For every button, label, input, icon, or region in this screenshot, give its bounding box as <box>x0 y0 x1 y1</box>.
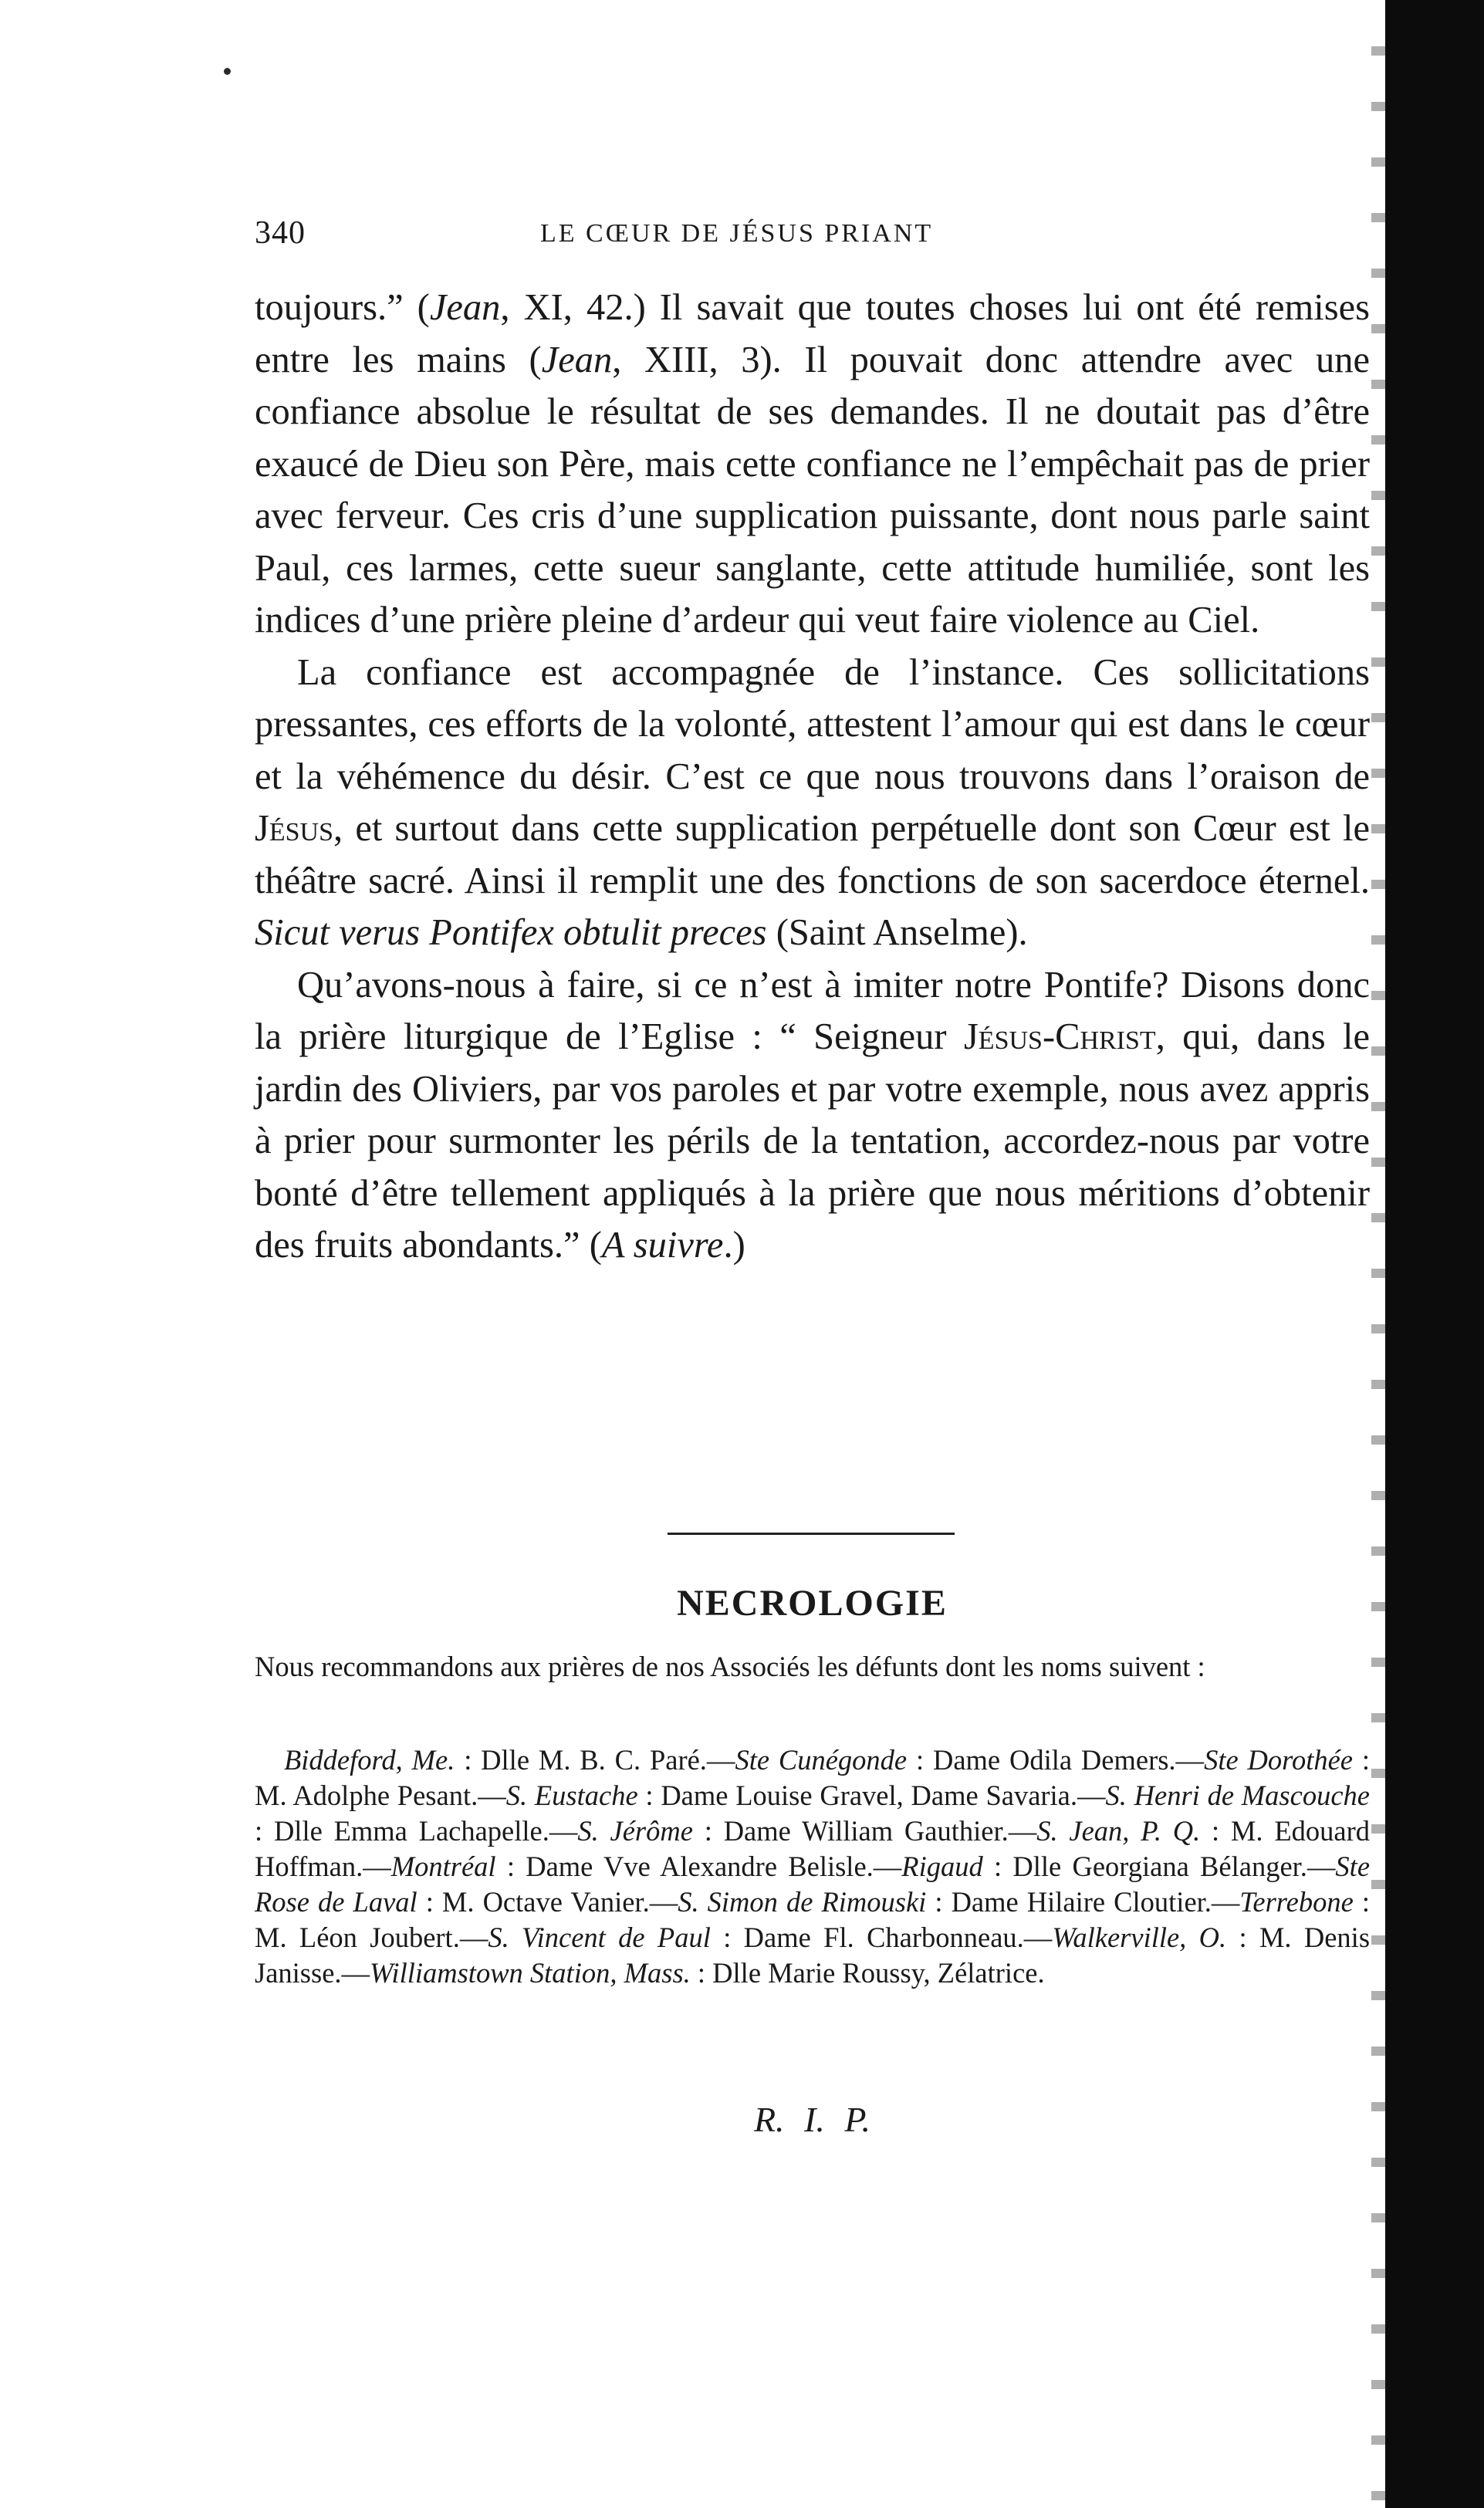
rip-closing: R. I. P. <box>753 2100 871 2139</box>
text-run: La confiance est accompagnée de l’instance. Ces sollicitations pressantes, ces efforts de la volonté, attestent l’amour qui est dans le cœur et la véhémence du désir. C’est ce que nous trouvons dans l’oraison de <box>255 651 1370 797</box>
text-run: : Dame Odila Demers.— <box>907 1744 1205 1776</box>
text-run: : Dlle Emma Lachapelle.— <box>255 1815 578 1847</box>
italic-run: Rigaud <box>901 1851 983 1882</box>
text-run: , qui, dans le jardin des Oliviers, par vos paroles et par votre exemple, nous avez appris à prier pour surmonter les périls de la tentation, accordez-nous par votre bonté d’être tellement appliqués à la prière que nous méritions d’obtenir des fruits abondants.” ( <box>255 1016 1370 1266</box>
text-run: , XI, 42.) Il savait que toutes choses lui ont été remises entre les mains ( <box>255 287 1370 380</box>
text-run: : M. Denis Janisse.— <box>255 1922 1371 1989</box>
italic-run: Ste Cunégonde <box>735 1744 908 1776</box>
italic-run: Sicut verus Pontifex obtulit preces <box>255 912 767 953</box>
paragraph <box>255 959 1370 1272</box>
text-run: .) <box>723 1225 745 1266</box>
italic-run: A suivre <box>601 1225 724 1266</box>
italic-run: Montréal <box>390 1851 496 1882</box>
italic-run: Biddeford, Me. <box>284 1744 455 1776</box>
necrologie-title: NECROLOGIE <box>677 1583 948 1624</box>
page-number: 340 <box>255 215 306 251</box>
running-header <box>255 215 1096 253</box>
italic-run: Walkerville, O. <box>1052 1922 1227 1953</box>
small-caps-run: Jésus-Christ <box>963 1016 1156 1057</box>
text-run: : M. Adolphe Pesant.— <box>255 1744 1371 1811</box>
italic-run: S. Simon de Rimouski <box>678 1886 927 1918</box>
text-run: , et surtout dans cette supplication perpétuelle dont son Cœur est le théâtre sacré. Ainsi il remplit une des fonctions de son sacerdoce éternel. <box>255 808 1370 901</box>
italic-run: S. Jérôme <box>577 1815 693 1847</box>
text-run: toujours.” ( <box>255 287 430 328</box>
paragraph <box>255 282 1370 647</box>
text-run: : M. Edouard Hoffman.— <box>255 1815 1370 1882</box>
small-caps-run: Jésus <box>255 808 334 849</box>
italic-run: S. Henri de Mascouche <box>1105 1780 1370 1811</box>
text-run: : Dlle Marie Roussy, Zélatrice. <box>690 1957 1045 1989</box>
text-run: , XIII, 3). Il pouvait donc attendre avec une confiance absolue le résultat de ses demandes. Il ne doutait pas d’être exaucé de Dieu son Père, mais cette confiance ne l’empêchait pas de prier avec ferveur. Ces cris d’une supplication puissante, dont nous parle saint Paul, ces larmes, cette sueur sanglante, cette attitude humiliée, sont les indices d’une prière pleine d’ardeur qui veut faire violence au Ciel. <box>255 339 1370 641</box>
italic-run: Terrebone <box>1239 1886 1354 1918</box>
italic-run: Jean <box>429 287 501 328</box>
margin-dot <box>224 68 231 75</box>
text-run: : Dlle M. B. C. Paré.— <box>455 1744 735 1776</box>
text-run: : Dame Fl. Charbonneau.— <box>710 1922 1053 1953</box>
section-divider <box>668 1533 955 1535</box>
paragraph <box>255 647 1370 959</box>
italic-run: Ste Dorothée <box>1204 1744 1354 1776</box>
text-run: : Dlle Georgiana Bélanger.— <box>982 1851 1336 1882</box>
text-run: : Dame Louise Gravel, Dame Savaria.— <box>637 1780 1106 1811</box>
italic-run: Ste Rose de Laval <box>255 1851 1371 1918</box>
text-run: (Saint Anselme). <box>766 912 1028 953</box>
main-text <box>255 282 1370 1272</box>
running-title: LE CŒUR DE JÉSUS PRIANT <box>540 219 934 248</box>
italic-run: S. Eustache <box>505 1780 638 1811</box>
italic-run: Williamstown Station, Mass. <box>370 1957 691 1989</box>
text-run: : M. Octave Vanier.— <box>417 1886 678 1918</box>
italic-run: S. Vincent de Paul <box>488 1922 711 1953</box>
text-run: : Dame Hilaire Cloutier.— <box>926 1886 1240 1918</box>
necrologie-entries <box>255 1742 1370 1991</box>
page-edge-shadow <box>1385 0 1484 2508</box>
necrologie-intro: Nous recommandons aux prières de nos Associés les défunts dont les noms suivent : <box>255 1651 1205 1682</box>
text-run: Qu’avons-nous à faire, si ce n’est à imiter notre Pontife? Disons donc la prière liturgique de l’Eglise : “ Seigneur <box>255 964 1370 1057</box>
text-run: : Dame Vve Alexandre Belisle.— <box>495 1851 902 1882</box>
text-run: : M. Léon Joubert.— <box>255 1886 1370 1953</box>
text-run: : Dame William Gauthier.— <box>692 1815 1037 1847</box>
italic-run: Jean <box>541 339 613 380</box>
italic-run: S. Jean, P. Q. <box>1036 1815 1201 1847</box>
